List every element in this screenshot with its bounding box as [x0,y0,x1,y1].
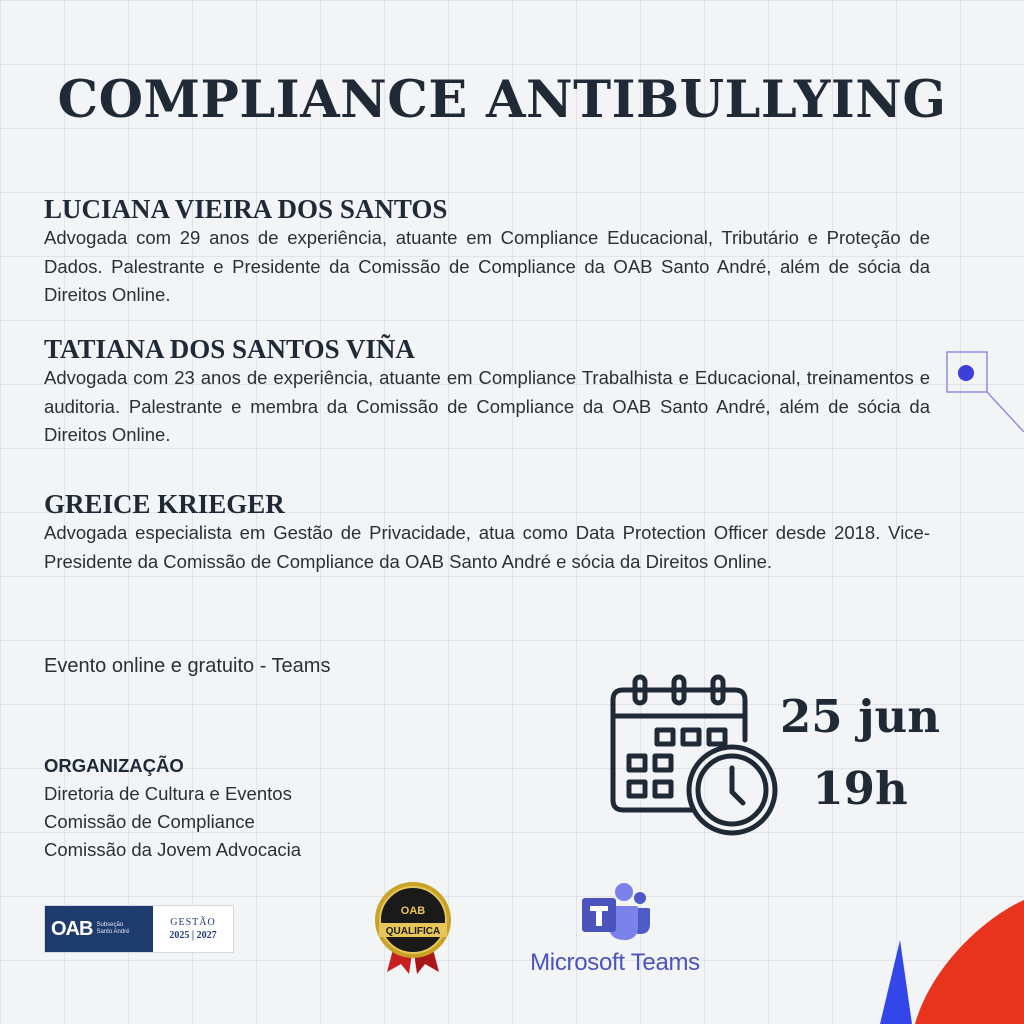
organization-item: Comissão da Jovem Advocacia [44,839,302,860]
organization-item: Comissão de Compliance [44,811,255,832]
speaker-bio: Advogada com 29 anos de experiência, atuante em Compliance Educacional, Tributário e Proteção de Dados. Palestrante e Presidente da Comissão de Compliance da OAB Santo André, além de sócia da Direitos Online. [44,227,930,305]
teams-icon [580,880,650,942]
event-date: 25 jun [779,690,940,743]
seal-label: QUALIFICA [385,926,441,937]
event-note: Evento online e gratuito - Teams [44,655,331,677]
page-title: COMPLIANCE ANTIBULLYING [57,70,947,130]
deco-blue-triangle [880,940,912,1024]
gestao-years: 2025 | 2027 [169,930,217,941]
deco-dot [958,365,974,381]
speaker-name: LUCIANA VIEIRA DOS SANTOS [44,194,448,224]
oab-qualifica-seal [373,880,453,975]
oab-subsection-line2: Santo André [96,929,130,935]
speaker-name: TATIANA DOS SANTOS VIÑA [44,334,415,364]
oab-subsection-line1: Subseção [96,922,124,928]
organization-block [44,752,301,864]
teams-label: Microsoft Teams [530,949,700,976]
organization-title: ORGANIZAÇÃO [44,755,184,776]
speaker-3 [44,489,930,576]
gestao-label: GESTÃO [170,917,216,928]
deco-line [987,392,1024,432]
event-time: 19h [812,762,908,815]
organization-item: Diretoria de Cultura e Eventos [44,783,292,804]
calendar-clock-icon [605,672,780,842]
deco-red-shape [915,900,1024,1024]
oab-santo-andre-logo [44,905,234,953]
speaker-1 [44,194,930,310]
oab-mark: OAB [51,917,93,940]
microsoft-teams-logo [520,880,710,977]
speaker-bio: Advogada com 23 anos de experiência, atuante em Compliance Trabalhista e Educacional, treinamentos e auditoria. Palestrante e membra da Comissão de Compliance da OAB Santo André, além de sócia da Direitos Online. [44,367,930,445]
seal-mark: OAB [400,905,426,917]
speaker-2 [44,334,930,450]
speaker-bio: Advogada especialista em Gestão de Privacidade, atua como Data Protection Officer desde 2018. Vice-Presidente da Comissão de Compliance da OAB Santo André e sócia da Direitos Online. [44,522,930,572]
speaker-name: GREICE KRIEGER [44,489,285,519]
deco-square [947,352,987,392]
